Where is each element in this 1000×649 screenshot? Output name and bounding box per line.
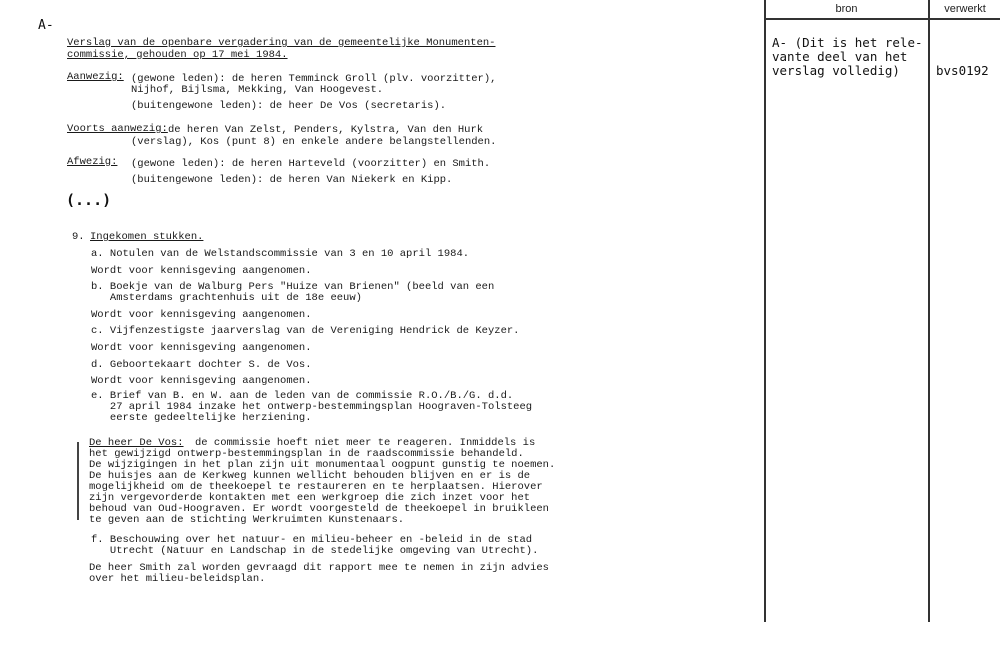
afwezig-line2: (buitengewone leden): de heren Van Niekerk en Kipp.: [131, 174, 453, 186]
item-d: d. Geboortekaart dochter S. de Vos.: [91, 359, 312, 371]
column-divider-middle: [928, 0, 930, 622]
afwezig-line1: (gewone leden): de heren Harteveld (voorzitter) en Smith.: [131, 158, 491, 170]
bron-note-line2: vante deel van het: [772, 49, 908, 64]
item-a: a. Notulen van de Welstandscommissie van 3 en 10 april 1984.: [91, 248, 470, 260]
smith-line1: De heer Smith zal worden gevraagd dit rapport mee te nemen in zijn advies: [89, 562, 549, 574]
afwezig-label: Afwezig:: [67, 156, 118, 168]
bron-note-line3: verslag volledig): [772, 63, 900, 78]
report-title-line2: commissie, gehouden op 17 mei 1984.: [67, 49, 288, 61]
item-c-resolution: Wordt voor kennisgeving aangenomen.: [91, 342, 312, 354]
item-b-line1: b. Boekje van de Walburg Pers "Huize van Brienen" (beeld van een: [91, 281, 495, 293]
item-b-resolution: Wordt voor kennisgeving aangenomen.: [91, 309, 312, 321]
item-f-line2: Utrecht (Natuur en Landschap in de stedelijke omgeving van Utrecht).: [91, 545, 539, 557]
voorts-label: Voorts aanwezig:: [67, 123, 168, 135]
aanwezig-label: Aanwezig:: [67, 71, 124, 83]
item-a-resolution: Wordt voor kennisgeving aangenomen.: [91, 265, 312, 277]
bron-note-line1: A- (Dit is het rele-: [772, 35, 923, 50]
voorts-line2: (verslag), Kos (punt 8) en enkele andere belangstellenden.: [131, 136, 497, 148]
item-b-line2: Amsterdams grachtenhuis uit de 18e eeuw): [91, 292, 362, 304]
devos-line1: de commissie hoeft niet meer te reageren. Inmiddels is: [195, 437, 536, 449]
smith-line2: over het milieu-beleidsplan.: [89, 573, 266, 585]
report-title-line1: Verslag van de openbare vergadering van de gemeentelijke Monumenten-: [67, 37, 496, 49]
devos-line6: zijn vergevorderde kontakten met een werkgroep die zich inzet voor het: [89, 492, 531, 504]
header-rule: [764, 18, 1000, 20]
column-header-verwerkt: verwerkt: [944, 3, 986, 15]
ellipsis-mark: (...): [66, 191, 112, 209]
margin-mark: [77, 442, 79, 520]
devos-line7: behoud van Oud-Hoograven. Er wordt voorgesteld de theekoepel in bruikleen: [89, 503, 549, 515]
devos-label: De heer De Vos:: [89, 437, 184, 449]
item-f-line1: f. Beschouwing over het natuur- en milieu-beheer en -beleid in de stad: [91, 534, 533, 546]
column-header-bron: bron: [835, 3, 858, 15]
devos-line5: mogelijkheid om de theekoepel te restaureren en te herplaatsen. Hierover: [89, 481, 543, 493]
devos-line4: De huisjes aan de Kerkweg kunnen wellicht behouden blijven en er is de: [89, 470, 531, 482]
verwerkt-code: bvs0192: [936, 63, 989, 78]
devos-line2: het gewijzigd ontwerp-bestemmingsplan in de raadscommissie behandeld.: [89, 448, 524, 460]
item-c: c. Vijfenzestigste jaarverslag van de Vereniging Hendrick de Keyzer.: [91, 325, 520, 337]
column-divider-left: [764, 0, 766, 622]
item-e-line3: eerste gedeeltelijke herziening.: [91, 412, 312, 424]
devos-line3: De wijzigingen in het plan zijn uit monumentaal oogpunt gunstig te noemen.: [89, 459, 556, 471]
item-e-line1: e. Brief van B. en W. aan de leden van de commissie R.O./B./G. d.d.: [91, 390, 514, 402]
voorts-line1: de heren Van Zelst, Penders, Kylstra, Van den Hurk: [168, 124, 484, 136]
item-e-line2: 27 april 1984 inzake het ontwerp-bestemmingsplan Hoograven-Tolsteeg: [91, 401, 533, 413]
item-d-resolution: Wordt voor kennisgeving aangenomen.: [91, 375, 312, 387]
section-marker: A-: [38, 18, 54, 33]
item9-number: 9.: [72, 231, 85, 243]
aanwezig-line2: Nijhof, Bijlsma, Mekking, Van Hoogevest.: [131, 84, 384, 96]
devos-line8: te geven aan de stichting Werkruimten Kunstenaars.: [89, 514, 405, 526]
aanwezig-line3: (buitengewone leden): de heer De Vos (secretaris).: [131, 100, 447, 112]
item9-title: Ingekomen stukken.: [90, 231, 204, 243]
aanwezig-line1: (gewone leden): de heren Temminck Groll (plv. voorzitter),: [131, 73, 497, 85]
